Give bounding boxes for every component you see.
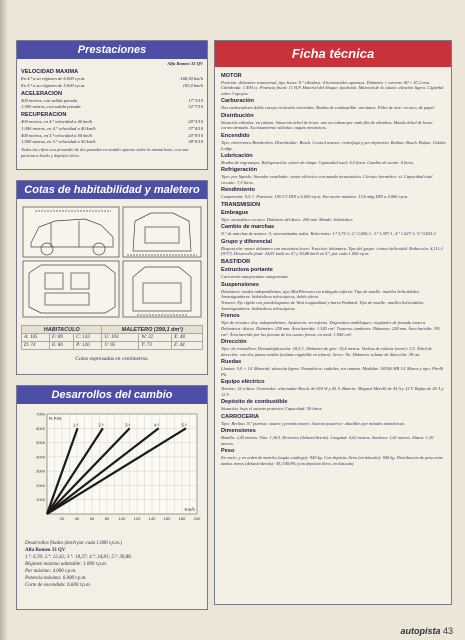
gear-desc-line: Desarrollos finales (km/h por cada 1.000 r.p.m.) [25, 541, 122, 546]
page-binding-shadow [0, 0, 8, 640]
ficha-section-text: Posición: delantero transversal, tipo boxer. N.º cilindros: 4 horizontales opuestos. Diámetro × carrera: 80 × 67,2 mm. Cilindrada: 1.490 cc. Potencia fiscal: 11 H.P. Material del bloque: fundición. Material de la culata: aleación ligera. Cigüeñal sobre 3 apoyos. [221, 79, 444, 97]
prestaciones-model: Alfa Romeo 33 QV [167, 61, 203, 66]
y-tick-label: 7000 [36, 411, 45, 417]
perf-value: 183,0 km/h [182, 82, 203, 88]
page-footer [400, 626, 453, 636]
ficha-section-text: Bomba de engranajes. Refrigeración: cárter de chapa. Capacidad total: 4,5 litros. Cambio de aceite: 4 litros. [221, 159, 415, 165]
list-item [21, 98, 203, 105]
ficha-section-heading: Peso [221, 448, 235, 455]
ficha-section-text: Compresión: 9,5:1. Potencia: 105 CV DIN a 6.000 r.p.m. Par motor máximo: 13,6 mkg DIN a 4.000 r.p.m. [221, 194, 409, 200]
list-item [21, 76, 203, 83]
x-tick-label: 160 [163, 516, 171, 521]
ficha-section-heading: Dimensiones [221, 428, 256, 434]
x-tick-label: 60 [89, 516, 95, 521]
ficha-panel [214, 40, 452, 605]
x-tick-label: 140 [148, 516, 156, 521]
prestaciones-title: Prestaciones [17, 41, 207, 59]
ficha-section-heading: Lubricación [221, 152, 253, 159]
maletero-header: MALETERO (399,1 dm³) [102, 326, 203, 334]
list-item [21, 139, 203, 146]
perf-label: 1.000 metros, con salida parada [21, 104, 81, 110]
ficha-section-heading: Refrigeración [221, 167, 258, 174]
gear-desc-line: 1.ª: 6,78; 2.ª: 12,42; 3.ª: 18,37; 4.ª: 24,81; 5.ª: 30,88. [25, 555, 132, 560]
dim-cell: D: 74 [22, 342, 50, 350]
perf-value: 37"4/10 [188, 126, 203, 132]
list-item [21, 83, 203, 90]
x-axis-label: Km/h [184, 507, 195, 512]
y-tick-label: 5000 [36, 440, 45, 446]
velocidad-heading: VELOCIDAD MAXIMA [21, 69, 79, 76]
recuperacion-heading: RECUPERACION [21, 112, 67, 119]
ficha-section-heading: Encendido [221, 132, 250, 139]
series-label: 1.ª [73, 422, 79, 428]
ficha-section-heading: Carburación [221, 98, 254, 105]
footer-brand: autopista [400, 626, 441, 636]
y-tick-label: 6000 [36, 425, 45, 431]
list-item [21, 133, 203, 140]
ficha-section-text: Dos carburadores doble cuerpo verticales invertidos. Bomba de combustible: mecánica. Filtro de aire: en seco, de papel. [221, 105, 435, 111]
series-label: 3.ª [125, 422, 131, 428]
ficha-title: Ficha técnica [215, 41, 451, 67]
dim-cell: C: 133 [74, 334, 102, 342]
ficha-section-heading: MOTOR [221, 72, 242, 79]
perf-value: 17"3/10 [188, 97, 203, 103]
table-row [22, 342, 203, 350]
dim-cell: Y: 73 [139, 342, 172, 350]
y-tick-label: 3000 [36, 468, 45, 474]
perf-value: 20"3/10 [188, 119, 203, 125]
ficha-section-heading: Equipo eléctrico [221, 379, 265, 386]
dim-cell: X: 48 [171, 334, 202, 342]
ficha-section-text: Carrocería autoportante autoportante. [221, 274, 290, 280]
x-tick-label: 120 [133, 516, 141, 521]
ficha-section-text: Tipo: de cremallera. Desmultiplicación: 18,5:1. Diámetro de giro: 10,4 metros. Vueltas de volante (entre): 3,5. Árbol de dirección: con dos juntas cardán (volante regulable en altura). Servo: No. Diámetro volante de dirección: 38 cm. [221, 346, 433, 357]
gear-desc-line: Corte de encendido: 6.600 r.p.m. [25, 583, 91, 588]
ficha-section-heading: Rendimiento [221, 187, 255, 194]
series-label: 4.ª [154, 422, 160, 428]
y-tick-label: 2000 [36, 482, 45, 488]
ficha-section-text: Tipo: electrónico Breakerless. Distribuidor: Bosch. Control avance: centrífugo y por depresión. Bobina: Bosch. Bujías: Golden Lodge. [221, 139, 446, 151]
ficha-section-text: Tensión: 12 voltios. Generador: alternador Bosch, de 650 W y 45 A. Batería: Magneti Marelli de 45 A y 12 V. Bujías de 45 A y 12 V. [221, 386, 444, 398]
prestaciones-note: Todas las cifras son promedio de dos pasadas en sentido opuesto sobre la misma base, con una persona a bordo y depósito lleno. [21, 146, 189, 158]
perf-label: 400 metros, en 4.ª velocidad a 40 km/h [21, 119, 93, 125]
perf-label: En 4.ª a su régimen de 6.000 r.p.m. [21, 76, 86, 82]
ficha-section-text: Tipo: por líquido. Aireador ventilador: motor eléctrico con mando termostático. Circuito hermético: sí. Capacidad total circuito: 7,5 litros. [221, 174, 433, 185]
ficha-section-heading: Dirección [221, 339, 247, 346]
dim-cell: E: 86 [49, 342, 73, 350]
perf-label: En 5.ª a su régimen de 5.600 r.p.m. [21, 82, 86, 88]
dim-cell: F: 89 [49, 334, 73, 342]
ficha-section-text: Tipo: monodisco en seco. Diámetro del disco: 200 mm. Mando: hidráulico. [221, 217, 354, 223]
list-item [21, 104, 203, 111]
perf-label: 1.000 metros, en 5.ª velocidad a 50 km/h [21, 139, 96, 145]
ficha-section-heading: Distribución [221, 112, 254, 119]
x-tick-label: 180 [178, 516, 186, 521]
y-tick-label: 4000 [36, 454, 45, 460]
perf-label: 1.000 metros, en 4.ª velocidad a 40 km/h [21, 126, 96, 132]
ficha-section-heading: Grupo y diferencial [221, 238, 272, 245]
perf-value: 32"7/10 [188, 104, 203, 110]
gear-desc-line: Régimen máximo admisible: 1.000 r.p.m. [25, 562, 107, 567]
x-tick-label: 200 [193, 516, 201, 521]
perf-value: 38"0/10 [188, 139, 203, 145]
perf-label: 400 metros, en 5.ª velocidad a 50 km/h [21, 132, 93, 138]
ficha-section-heading: CARROCERIA [221, 413, 259, 420]
perf-label: 400 metros, con salida parada [21, 97, 78, 103]
perf-value: 168,50 km/h [180, 76, 203, 82]
series-label: 5.ª [181, 422, 187, 428]
cotas-title: Cotas de habitabilidad y maletero [17, 181, 207, 199]
prestaciones-panel [16, 40, 208, 170]
ficha-section-text: Batalla: 2,45 metros. Vías: 1,36/1,36 metros (delante/detrás). Longitud: 4,02 metros. Anchura: 1,61 metros. Altura: 1,30 metros. [221, 435, 434, 446]
ficha-section-text: Situación válvulas: en cabeza. Situación árbol de levas: uno en cabeza por cada fila de cilindros. Mando árbol de levas: correa dentada. Accionamiento válvulas: taqués mecánicos. [221, 119, 434, 131]
gear-ratio-chart [21, 408, 205, 536]
perf-value: 20"9/10 [188, 132, 203, 138]
gear-desc-line: Alfa Romeo 33 QV [25, 548, 66, 553]
ficha-section-text: Disposición: motor delantero con mecánica boxer. Tracción: delantera. Tipo del grupo: cónico helicoidal. Reducción: 4,111:1 (9/37). Desarrollo final: 24,81 km/h en 4.ª y 30,88 km/h en 5.ª, por cada 1.000 r.p.m. [221, 245, 444, 257]
ficha-section-text: Trasera: Eje rígido con paralelogramo de Watt longitudinal y barra Panhard. Tipo de muelle: muelles helicoidales. Amortiguadores: hidráulicos telescópicos. [221, 300, 425, 311]
dim-cell: P: 120 [74, 342, 102, 350]
ficha-section-text: N.º de marchas de avance: 5, sincronizadas todas. Relaciones: 1.ª 3,75:1; 2.ª 2,050:1; 3.ª 1,387:1; 4.ª 1,027:1; 5.ª 0,825:1. [221, 231, 438, 237]
ficha-section-heading: Estructura portante [221, 267, 273, 274]
page-number: 43 [442, 626, 453, 636]
list-item [21, 126, 203, 133]
ficha-section-heading: Depósito de combustible [221, 399, 288, 406]
cotas-panel [16, 180, 208, 375]
dim-cell: A: 105 [22, 334, 50, 342]
ficha-section-heading: Cambio de marchas [221, 224, 275, 231]
desarrollos-panel [16, 385, 208, 610]
ficha-section-heading: Embrague [221, 210, 249, 217]
ficha-section-heading: Suspensiones [221, 281, 259, 288]
ficha-section-heading: Frenos [221, 313, 240, 320]
gear-desc-line: Potencia máxima: 6.000 r.p.m. [25, 576, 87, 581]
cotas-table [21, 325, 203, 350]
desarrollos-title: Desarrollos del cambio [17, 386, 207, 404]
dim-cell: V: 95 [102, 342, 139, 350]
x-tick-label: 80 [104, 516, 110, 521]
habitaculo-header: HABITACULO [22, 326, 102, 334]
ficha-section-heading: Ruedas [221, 359, 242, 366]
ficha-section-text: Tipo: Berlina. N.º puertas: cuatro y portón trasero. Asiento posterior: abatibles por mitades asimétricas. [221, 420, 406, 426]
series-label: 2.ª [98, 422, 104, 428]
ficha-section-heading: TRANSMISION [221, 201, 261, 208]
ficha-section-text: Delantera: ruedas independientes, tipo MacPherson con triángulo inferior. Tipo de muelle: muelles helicoidales. Amortiguadores: hidráulicos telescópicos, doble efecto. [221, 288, 420, 300]
aceleracion-heading: ACELERACION [21, 90, 63, 97]
list-item [21, 119, 203, 126]
x-tick-label: 20 [59, 516, 65, 521]
gear-desc-line: Par máximo: 4.000 r.p.m. [25, 569, 77, 574]
ficha-section-text: Tipo de circuito: dos, independientes. Asistencia: servofreno. Dispositivo antibloqueo: regulador de frenada trasera. Delanteros: discos. Diámetro: 258 mm. Área barrida: 1.545 cm². Traseros: tambores. Diámetro: 228 mm. Área barrida: 391 cm². Área barrida por las fuerzas de los cuatro frenos, en total: 1.946 cm². [221, 320, 441, 337]
dim-cell: Z: 44 [171, 342, 202, 350]
car-dimension-diagrams [21, 203, 205, 321]
table-row [22, 334, 203, 342]
dim-cell: U: 103 [102, 334, 139, 342]
y-axis-label: R.P.M. [49, 416, 63, 421]
x-tick-label: 100 [118, 516, 126, 521]
y-tick-label: 1000 [36, 497, 45, 503]
ficha-section-text: Situación: bajo el asiento posterior. Capacidad: 50 litros. [221, 406, 323, 412]
ficha-section-text: Llantas: 5,0 × 14. Material: aleación ligera. Neumáticos: radiales, sin cámara. Medidas: 185/60 HR 14. Marca y tipo: Pirelli P6. [221, 366, 444, 378]
cotas-caption: Cotas expresadas en centímetros. [75, 356, 149, 362]
x-tick-label: 40 [74, 516, 80, 521]
dim-cell: W: 22 [139, 334, 172, 342]
ficha-section-heading: BASTIDOR [221, 258, 251, 265]
ficha-section-text: En vacío, y en orden de marcha (según catálogo): 940 kg. Con depósito lleno (en báscula): 940 kg. Distribución de peso entre ambos trenes (delante/detrás): 59,3/40,8% (con depósito lleno, en báscula). [221, 455, 444, 466]
